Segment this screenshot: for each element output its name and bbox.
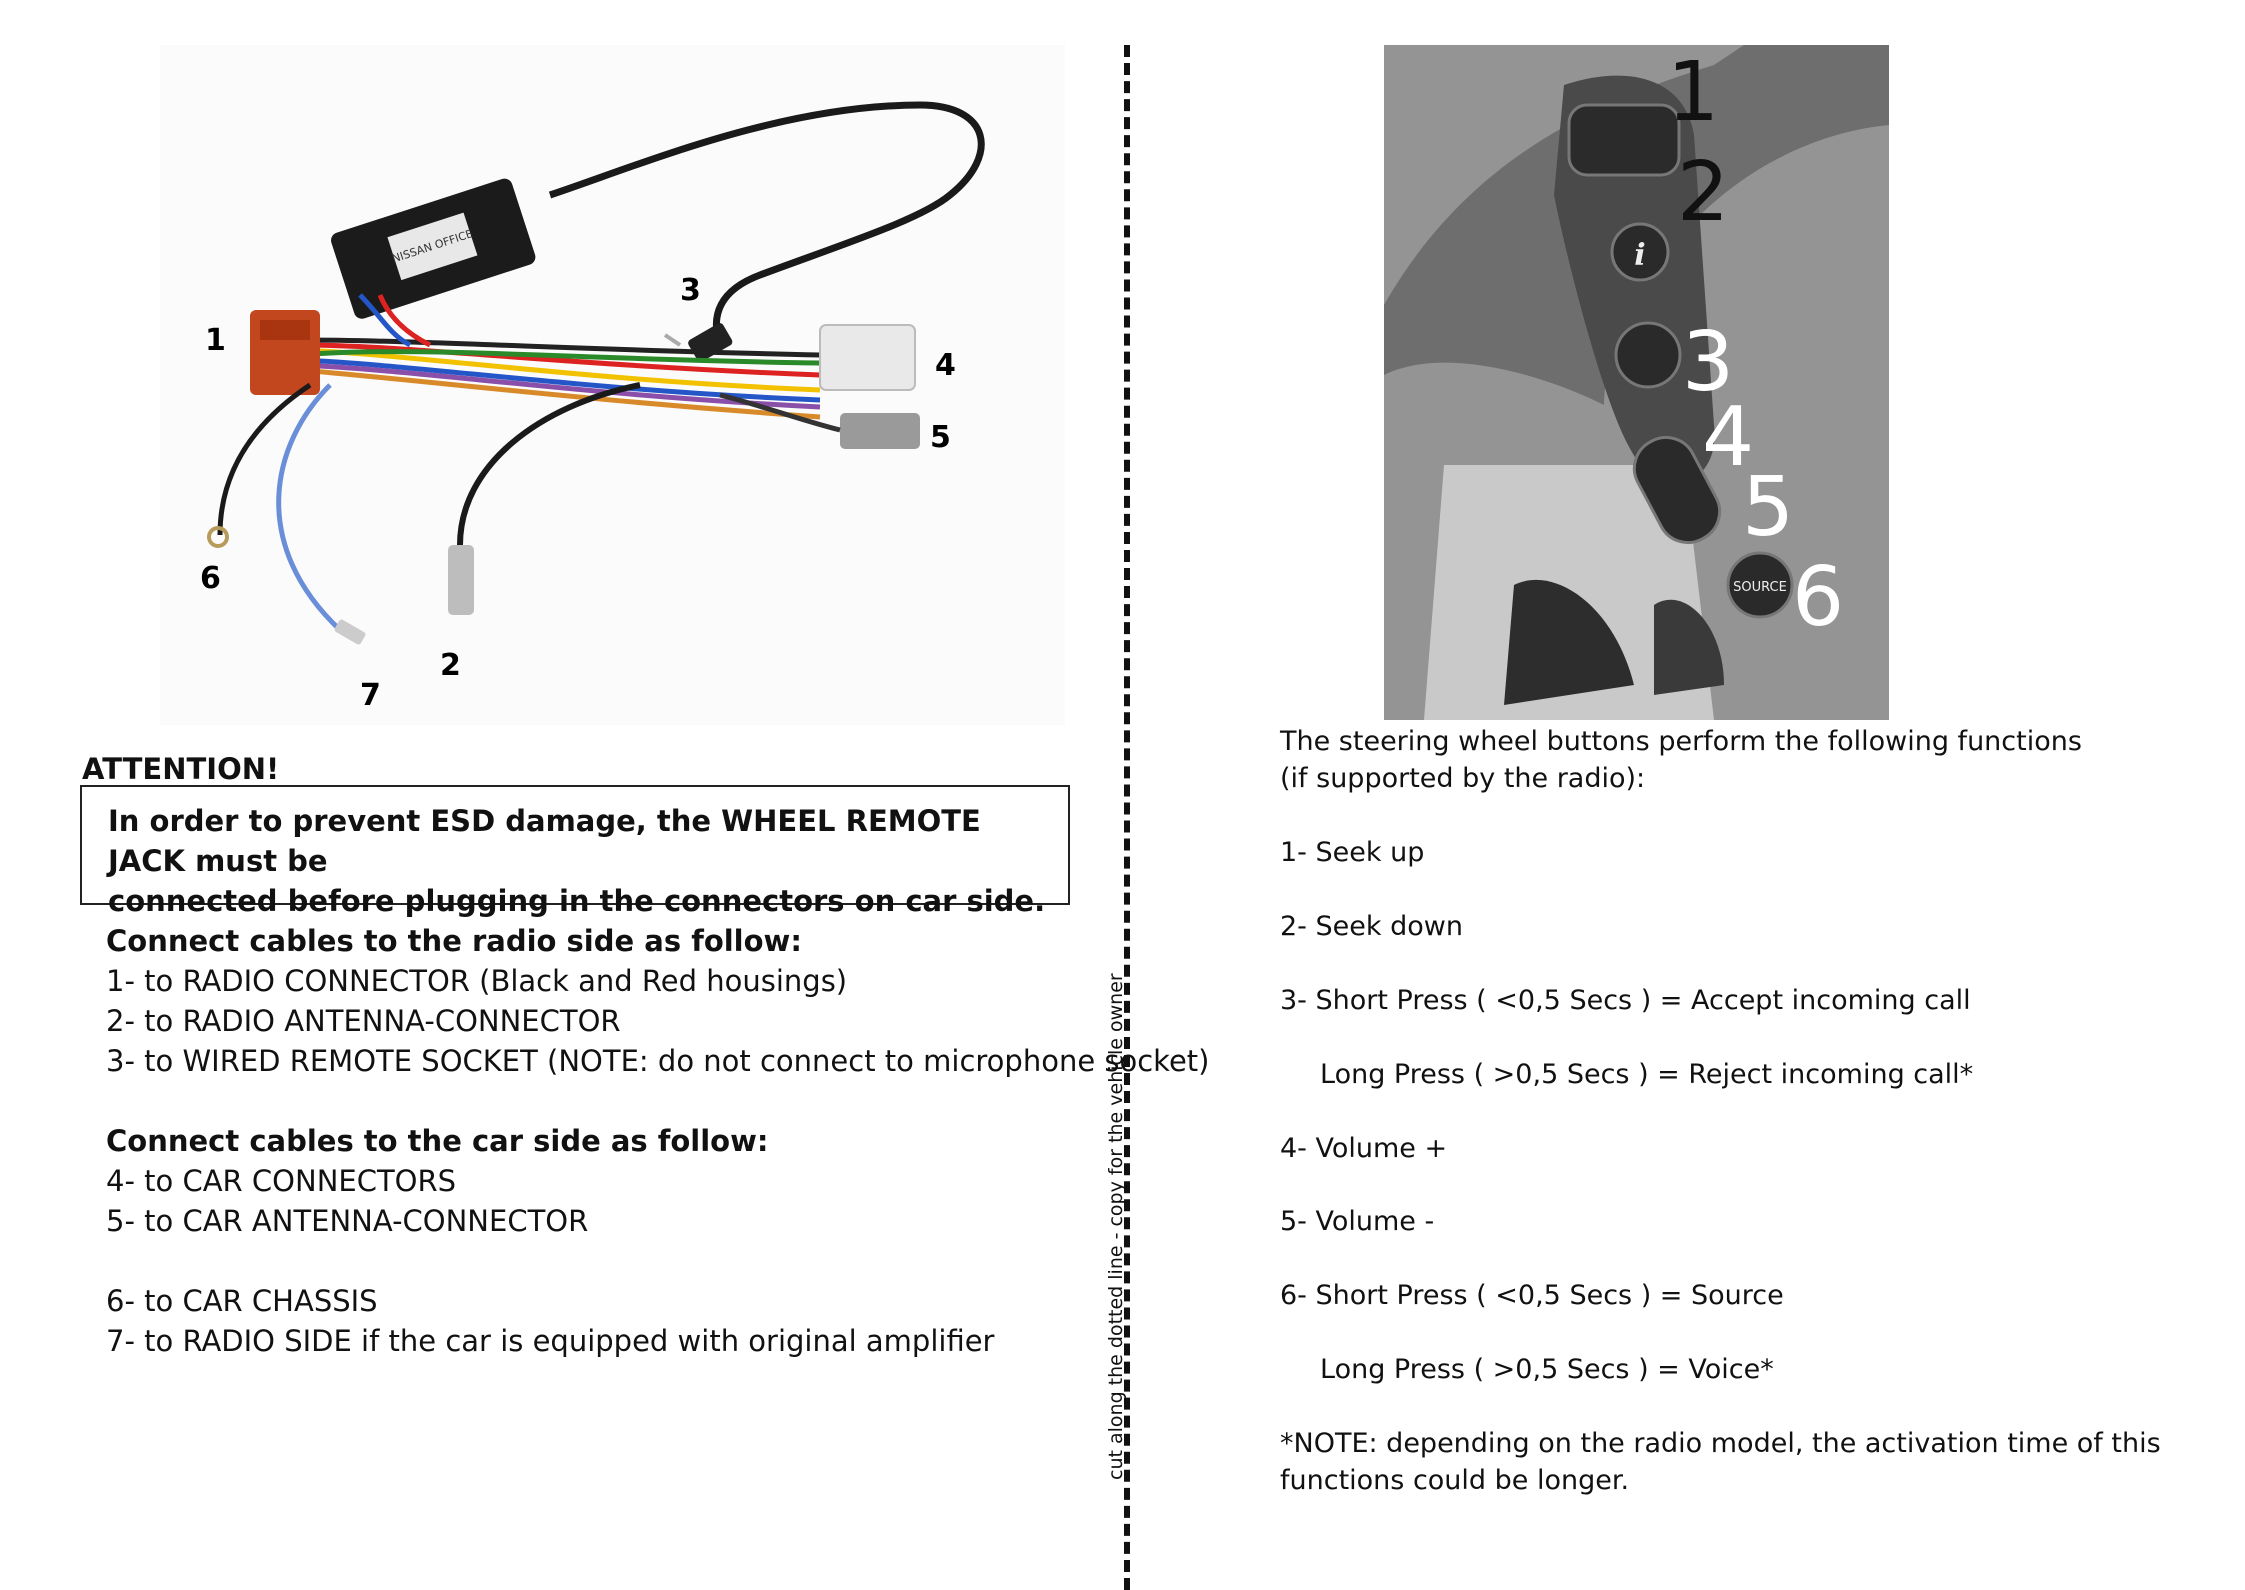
intro-line: The steering wheel buttons perform the following functions <box>1280 726 2082 757</box>
harness-callout-7: 7 <box>360 678 381 713</box>
note-line: *NOTE: depending on the radio model, the activation time of this <box>1280 1428 2161 1459</box>
wheel-number-2: 2 <box>1677 145 1730 240</box>
function-item: Long Press ( >0,5 Secs ) = Reject incoming call* <box>1320 1059 1974 1090</box>
wheel-number-1: 1 <box>1667 45 1720 140</box>
note-line: functions could be longer. <box>1280 1465 1630 1496</box>
car-item: 5- to CAR ANTENNA-CONNECTOR <box>106 1204 589 1238</box>
function-item: 4- Volume + <box>1280 1133 1448 1164</box>
attention-box <box>80 785 1070 918</box>
harness-callout-1: 1 <box>205 323 226 358</box>
function-item: 6- Short Press ( <0,5 Secs ) = Source <box>1280 1280 1784 1311</box>
wheel-number-3: 3 <box>1682 315 1735 410</box>
wheel-number-5: 5 <box>1742 460 1795 555</box>
wheel-number-6: 6 <box>1792 550 1845 645</box>
wheel-number-4: 4 <box>1702 390 1755 485</box>
harness-callout-6: 6 <box>200 561 221 596</box>
radio-item: 2- to RADIO ANTENNA-CONNECTOR <box>106 1004 621 1038</box>
attention-line: In order to prevent ESD damage, the WHEEL REMOTE JACK must be <box>108 804 981 878</box>
function-item: Long Press ( >0,5 Secs ) = Voice* <box>1320 1354 1774 1385</box>
function-item: 2- Seek down <box>1280 911 1463 942</box>
steering-wheel-illustration <box>1384 45 1889 720</box>
radio-side-heading: Connect cables to the radio side as follow: <box>106 924 802 958</box>
module-label: NISSAN OFFICE <box>390 227 475 266</box>
extra-item: 7- to RADIO SIDE if the car is equipped with original amplifier <box>106 1324 995 1358</box>
radio-item: 3- to WIRED REMOTE SOCKET (NOTE: do not connect to microphone socket) <box>106 1044 1210 1078</box>
source-button-label: SOURCE <box>1733 580 1787 595</box>
attention-title: ATTENTION! <box>82 752 280 786</box>
steering-wheel-photo <box>1384 45 1889 720</box>
car-item: 4- to CAR CONNECTORS <box>106 1164 457 1198</box>
cut-note: cut along the dotted line - copy for the vehicle owner <box>1105 973 1127 1480</box>
extra-item: 6- to CAR CHASSIS <box>106 1284 378 1318</box>
harness-callout-3: 3 <box>680 273 701 308</box>
attention-text <box>108 801 1058 921</box>
car-side-heading: Connect cables to the car side as follow: <box>106 1124 769 1158</box>
radio-item: 1- to RADIO CONNECTOR (Black and Red housings) <box>106 964 848 998</box>
function-item: 5- Volume - <box>1280 1206 1435 1237</box>
attention-line: connected before plugging in the connectors on car side. <box>108 884 1046 918</box>
harness-illustration <box>160 45 1065 725</box>
function-item: 1- Seek up <box>1280 837 1425 868</box>
harness-photo <box>160 45 1065 725</box>
svg-text:i: i <box>1634 238 1646 273</box>
harness-callout-5: 5 <box>930 420 951 455</box>
function-item: 3- Short Press ( <0,5 Secs ) = Accept incoming call <box>1280 985 1971 1016</box>
intro-line: (if supported by the radio): <box>1280 763 1646 794</box>
harness-callout-2: 2 <box>440 648 461 683</box>
harness-callout-4: 4 <box>935 348 956 383</box>
